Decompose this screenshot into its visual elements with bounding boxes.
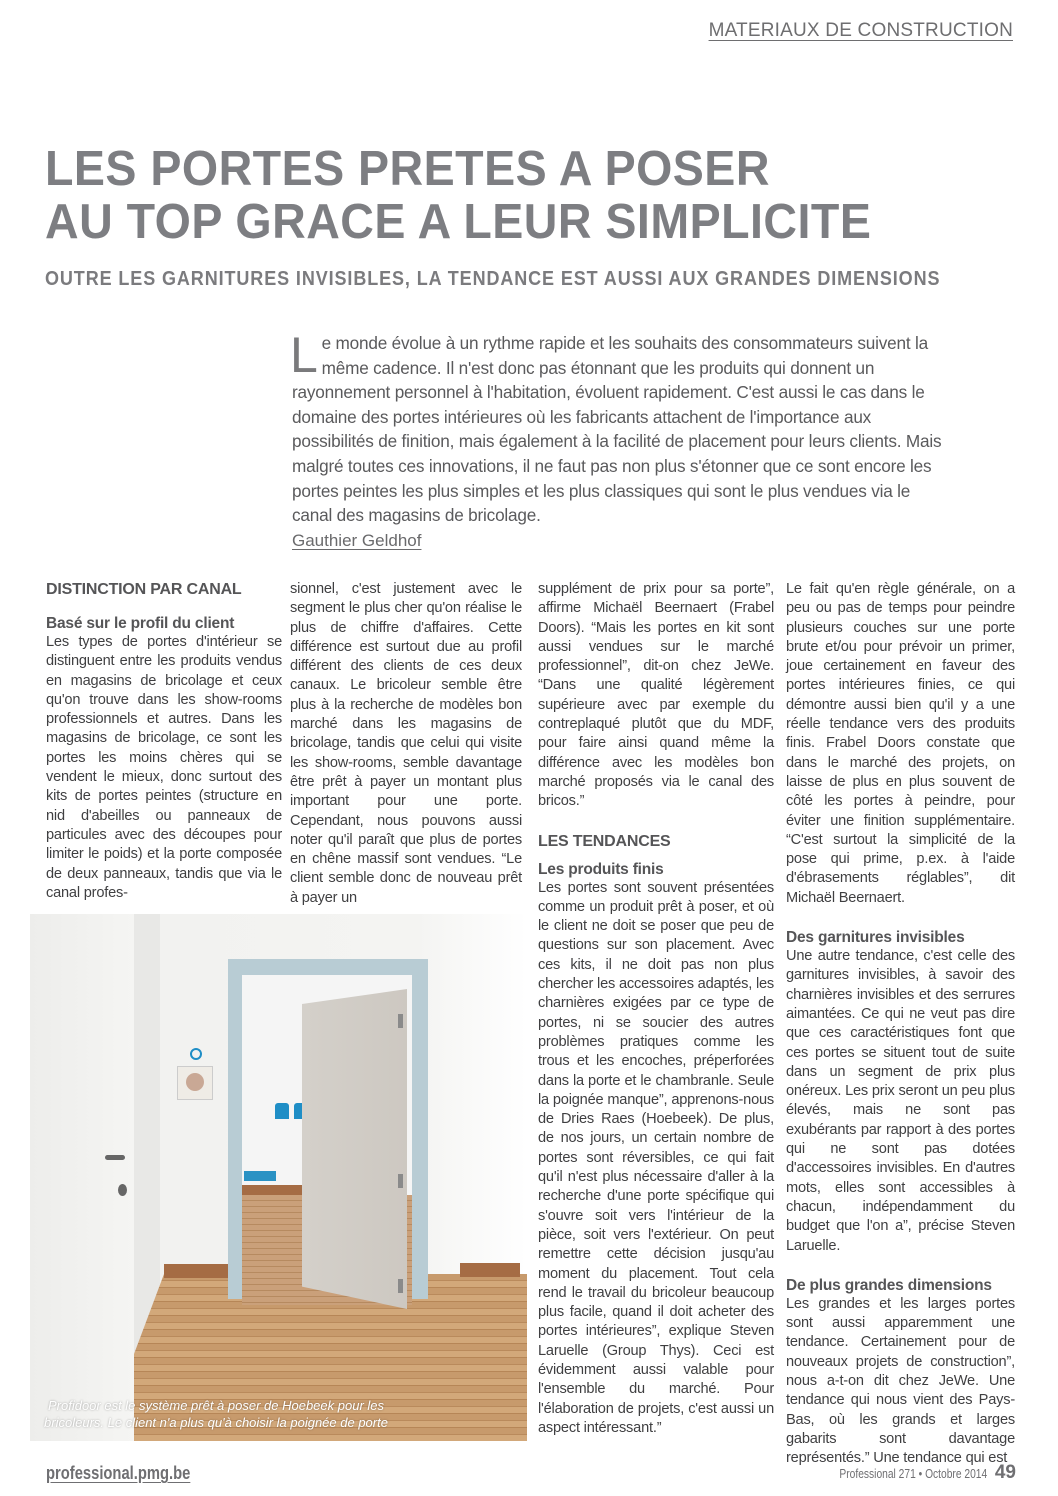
title-line-2: AU TOP GRACE A LEUR SIMPLICITE (45, 195, 872, 249)
photo-caption: Profidoor est le système prêt à poser de Hoebeek pour les bricoleurs. Le client n'a plus qu'à choisir la poignée de porte (44, 1398, 388, 1430)
subheading-produits-finis: Les produits finis (538, 860, 664, 878)
subheading-profil-client: Basé sur le profil du client (46, 615, 235, 632)
hook-icon (190, 1048, 202, 1060)
photo-baseboard (164, 1264, 234, 1278)
hinge-icon (398, 1279, 403, 1293)
door-frame (228, 959, 428, 1299)
hinge-icon (398, 1014, 403, 1028)
flower-picture (177, 1066, 213, 1100)
body-text: Les grandes et les larges portes sont aussi apparemment une tendance. Certainement pour de nouveaux projets de construction”, nous a-t-on dit chez JeWe. Une tendance qui nous vient des Pays-Bas, où les grands et larges gabarits sont davantage représentés.” Une tendance qui est (786, 1295, 1015, 1467)
photo-baseboard (242, 1185, 302, 1195)
intro-text: e monde évolue à un rythme rapide et les souhaits des consommateurs suivent la même cadence. Il n'est donc pas étonnant que les produits qui donnent un rayonnement personnel à l'habitation, évoluent rapidement. C'est aussi le cas dans le domaine des portes intérieures où les fabricants attachent de l'importance aux possibilités de finition, mais également à la facilité de placement pour leurs clients. Mais malgré toutes ces innovations, il ne faut pas non plus s'étonner que ce sont encore les portes peintes les plus simples et les plus classiques qui sont le plus vendues via le canal des magasins de bricolage. (292, 333, 942, 526)
subheading-garnitures-invisibles: Des garnitures invisibles (786, 929, 965, 947)
article-title (45, 143, 976, 249)
body-text: Les portes sont souvent présentées comme un produit prêt à poser, et où le client ne doit se poser que peu de questions sur son placement. Avec ces kits, il ne doit pas non plus chercher les accessoires adaptés, les charnières exigées par ce type de portes, ni se soucier des autres problèmes pratiques comme les trous et les encoches, préperforées dans la porte et le chambranle. Seule la poignée manque”, apprenons-nous de Dries Raes (Hoebeek). De plus, de nos jours, un certain nombre de portes sont réversibles, ce qui fait qu'il n'est plus nécessaire d'aller à la recherche d'une porte spécifique qui s'ouvre soit vers l'intérieur de la pièce, soit vers l'extérieur. On peut remettre cette décision jusqu'au moment du placement. Tout cela rend le travail du bricoleur beaucoup plus facile, quand il doit acheter des portes intérieures”, explique Steven Laruelle (Group Thys). Ceci est évidemment aussi valable pour l'ensemble du marché. Pour l'élaboration de projets, c'est aussi un aspect intéressant.” (538, 879, 774, 1436)
flower-icon (186, 1073, 204, 1091)
body-text: Une autre tendance, c'est celle des garnitures invisibles, à savoir des charnières invisibles et des serrures aimantées. Ce qui ne veut pas dire que ces caractéristiques font que ces portes se situent tout de suite dans un segment de prix plus onéreux. Les prix seront un peu plus élevés, mais ne sont pas exubérants par rapport à des portes qui ne sont pas dotées d'accessoires invisibles. En d'autres mots, elles sont accessibles à chacun, indépendamment du budget que l'on a”, précise Steven Laruelle. (786, 948, 1015, 1254)
blue-bag-icon (275, 1103, 289, 1119)
door-opening (242, 975, 412, 1305)
open-door-leaf (302, 989, 407, 1309)
photo-left-door (30, 914, 134, 1441)
footer-website-link[interactable]: professional.pmg.be (46, 1463, 191, 1483)
article-subtitle: OUTRE LES GARNITURES INVISIBLES, LA TENDANCE EST AUSSI AUX GRANDES DIMENSIONS (45, 268, 941, 290)
article-photo (30, 914, 527, 1441)
column-4 (786, 580, 1015, 1468)
section-label: MATERIAUX DE CONSTRUCTION (708, 20, 1013, 41)
blue-towel-stool (244, 1171, 276, 1181)
author-byline: Gauthier Geldhof (292, 531, 422, 550)
page-number: 49 (994, 1462, 1016, 1483)
hinge-icon (398, 1174, 403, 1188)
door-handle-icon (105, 1155, 125, 1160)
footer-issue: Professional 271 • Octobre 2014 (839, 1467, 987, 1481)
subheading-grandes-dimensions: De plus grandes dimensions (786, 1276, 992, 1294)
intro-paragraph (290, 327, 942, 528)
body-text: supplément de prix pour sa porte”, affirme Michaël Beernaert (Frabel Doors). “Mais les portes en kit sont aussi vendues sur le marché professionnel”, dit-on chez JeWe. “Dans une qualité légèrement supérieure avec par exemple du contreplaqué plutôt que du MDF, pour faire ainsi quand même la différence avec les modèles bon marché proposés via le canal des bricos.” (538, 581, 774, 810)
body-text: Le fait qu'en règle générale, on a peu ou pas de temps pour peindre plusieurs couches sur une porte brute et/ou pour prévoir un primer, joue certainement en faveur des portes intérieures finies, ce qui démontre aussi bien qu'il y a une réelle tendance vers des produits finis. Frabel Doors constate que dans le marché des projets, on laisse de plus en plus souvent de côté les portes à peindre, pour éviter une finition supplémentaire. “C'est surtout la simplicité de la pose qui prime, p.ex. à l'aide d'ébrasements réglables”, dit Michaël Beernaert. (786, 581, 1015, 906)
body-text: Les types de portes d'intérieur se distinguent entre les produits vendus en magasins de bricolage et ceux qu'on trouve dans les show-rooms professionnels et autres. Dans les magasins de bricolage, ce sont les portes les moins chères qui se vendent le mieux, donc surtout des kits de portes peintes (structure en nid d'abeilles ou panneaux de particules avec des découpes pour limiter le poids) et la porte composée de deux panneaux, tandis que via le canal profes- (46, 634, 282, 901)
photo-baseboard (460, 1263, 520, 1277)
column-1 (46, 580, 282, 903)
column-3 (538, 580, 774, 1438)
title-line-1: LES PORTES PRETES A POSER (45, 142, 770, 196)
section-heading-tendances: LES TENDANCES (538, 832, 671, 850)
drop-cap: L (290, 327, 318, 383)
body-text: sionnel, c'est justement avec le segment le plus cher qu'on réalise le plus de chiffre d'affaires. Cette différence est surtout due au profil différent des clients de ces deux canaux. Le bricoleur semble être plus à la recherche de modèles bon marché dans les magasins de bricolage, tandis que celui qui visite les show-rooms, semble davantage être prêt à payer un montant plus important pour une porte. Cependant, nous pouvons aussi noter qu'il paraît que plus de portes en chêne massif sont vendues. “Le client semble donc de nouveau prêt à payer un (290, 581, 522, 906)
column-2 (290, 580, 522, 908)
section-heading-distinction: DISTINCTION PAR CANAL (46, 581, 242, 598)
door-lock-icon (118, 1184, 127, 1196)
footer-issue-info (807, 1462, 1016, 1484)
